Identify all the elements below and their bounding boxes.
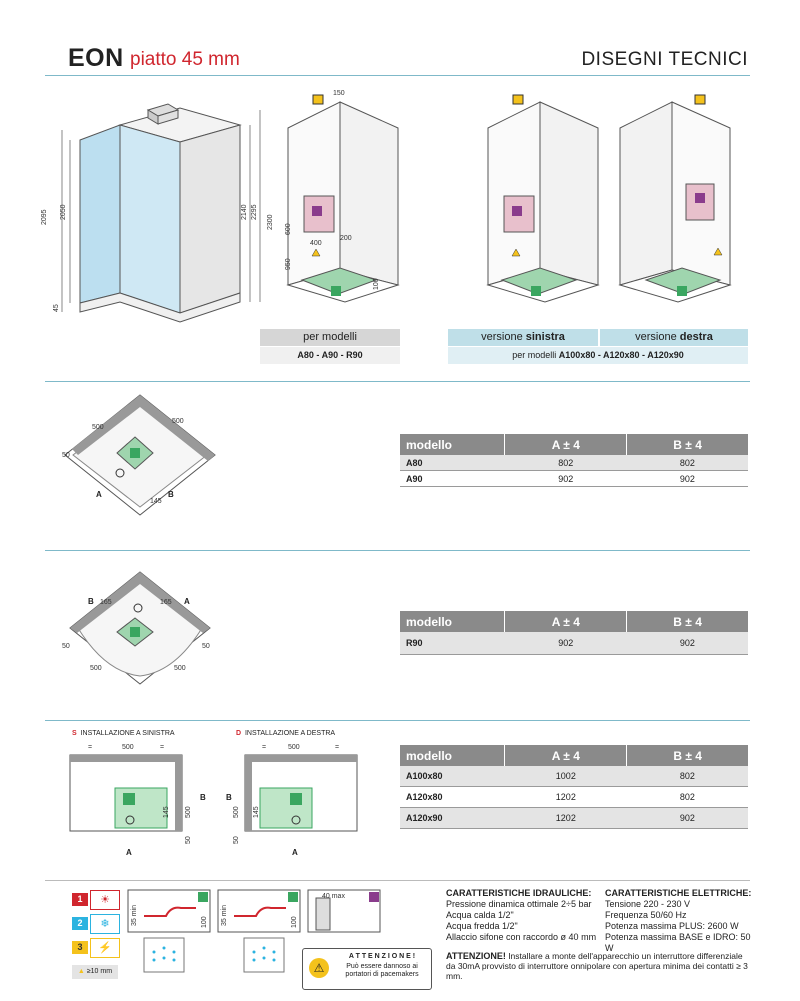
leg-dim-35: 35 min [131, 904, 138, 926]
dim-2050: 2050 [60, 204, 67, 220]
t3-r1-model: A100x80 [400, 766, 505, 787]
warning-icon: ▲ [77, 968, 85, 975]
caption-versions-models [448, 347, 748, 364]
sq-dim-50: 50 [62, 452, 70, 459]
pl-l-145: 145 [163, 806, 170, 818]
t2-head-a: A ± 4 [505, 611, 627, 632]
warning-text: Può essere dannoso ai portatori di pacemakers [345, 963, 419, 978]
sq-label-a: A [96, 490, 102, 499]
pl-l-eq2: = [160, 744, 165, 751]
dim-150: 150 [333, 90, 345, 97]
plug-icon: ⚡ [90, 938, 120, 958]
t1-r1-b: 802 [627, 455, 748, 471]
room-drawing-3 [620, 95, 730, 302]
t3-head-a: A ± 4 [505, 745, 627, 766]
t3-r1-b: 802 [627, 766, 748, 787]
pl-r-500v: 500 [233, 806, 240, 818]
hydraulic-line-4: Allaccio sifone con raccordo ø 40 mm [446, 932, 597, 942]
hydraulic-specs [446, 888, 606, 943]
hydraulic-title: CARATTERISTICHE IDRAULICHE: [446, 888, 592, 898]
dim-600: 600 [285, 223, 292, 235]
brand-title: EON [68, 44, 124, 72]
hydraulic-line-1: Pressione dinamica ottimale 2÷5 bar [446, 899, 592, 909]
dim-200: 200 [340, 235, 352, 242]
leg-dim-35-b: 35 min [221, 904, 228, 926]
caption-right-version [600, 329, 748, 346]
t1-head-b: B ± 4 [627, 434, 748, 455]
dim-2300: 2300 [267, 214, 274, 230]
room-drawing-2 [488, 95, 598, 302]
section-title: DISEGNI TECNICI [581, 49, 748, 70]
t2-head-model: modello [400, 611, 505, 632]
rd-dim-500-left: 500 [90, 665, 102, 672]
t3-head-model: modello [400, 745, 505, 766]
table-square-models [400, 434, 748, 487]
page-subtitle: piatto 45 mm [130, 49, 240, 70]
snowflake-icon: ❄ [90, 914, 120, 934]
legend-num-2: 2 [72, 917, 88, 930]
square-plan-drawing [50, 385, 250, 535]
t2-r1-a: 902 [505, 632, 627, 655]
dim-100: 100 [373, 278, 380, 290]
section-rule-2 [45, 550, 750, 551]
dim-2295: 2295 [251, 204, 258, 220]
t2-r1-b: 902 [627, 632, 748, 655]
dim-400: 400 [310, 240, 322, 247]
rd-label-b: B [88, 597, 94, 606]
slope-note [72, 965, 118, 979]
sq-dim-500-right: 500 [172, 418, 184, 425]
cabin-drawings [40, 80, 760, 330]
pacemaker-warning-icon: ⚠ [309, 958, 329, 978]
pl-l-b: B [200, 793, 206, 802]
t3-r3-model: A120x90 [400, 808, 505, 829]
section-rule-1 [45, 381, 750, 382]
leg-dim-100-a: 100 [201, 916, 208, 928]
sq-dim-500-left: 500 [92, 424, 104, 431]
round-plan-drawing [50, 560, 250, 700]
hydraulic-line-3: Acqua fredda 1/2" [446, 921, 518, 931]
header-rule [45, 75, 750, 76]
rd-label-a: A [184, 597, 190, 606]
caption-versions-prefix: per modelli [512, 350, 559, 360]
install-right-label [236, 730, 335, 737]
dim-45: 45 [53, 304, 60, 312]
table-row [400, 808, 748, 829]
room-drawing-1 [288, 95, 398, 302]
t2-head-b: B ± 4 [627, 611, 748, 632]
t3-r2-a: 1202 [505, 787, 627, 808]
legend-num-1: 1 [72, 893, 88, 906]
pl-l-eq1: = [88, 744, 93, 751]
table-row [400, 471, 748, 487]
caption-right-bold: destra [679, 331, 713, 343]
caption-left-prefix: versione [481, 331, 526, 343]
section-rule-4 [45, 880, 750, 881]
legend-num-3: 3 [72, 941, 88, 954]
t3-head-b: B ± 4 [627, 745, 748, 766]
rd-dim-500-right: 500 [174, 665, 186, 672]
rd-dim-50-left: 50 [62, 643, 70, 650]
pl-r-145: 145 [253, 806, 260, 818]
pl-r-b: B [226, 793, 232, 802]
install-left-text: INSTALLAZIONE A SINISTRA [80, 730, 175, 737]
leg-dim-40: 40 max [322, 893, 345, 900]
t3-r1-a: 1002 [505, 766, 627, 787]
t3-r3-b: 902 [627, 808, 748, 829]
electric-specs [605, 888, 755, 954]
table-row [400, 455, 748, 471]
t1-head-model: modello [400, 434, 505, 455]
t1-r1-model: A80 [400, 455, 505, 471]
t1-r2-b: 902 [627, 471, 748, 487]
leg-dim-100-b: 100 [291, 916, 298, 928]
table-round-models [400, 611, 748, 655]
electric-line-2: Frequenza 50/60 Hz [605, 910, 687, 920]
t3-r2-b: 802 [627, 787, 748, 808]
electric-line-4: Potenza massima BASE e IDRO: 50 W [605, 932, 751, 953]
rect-plan-drawings [60, 740, 380, 870]
pl-r-50: 50 [233, 836, 240, 844]
rd-dim-165-left: 165 [100, 599, 112, 606]
caption-versions-list: A100x80 - A120x80 - A120x90 [558, 350, 684, 360]
pl-r-eq1: = [262, 744, 267, 751]
sq-label-b: B [168, 490, 174, 499]
caption-models-title: per modelli [260, 329, 400, 346]
table-row [400, 787, 748, 808]
t1-head-a: A ± 4 [505, 434, 627, 455]
t3-r2-model: A120x80 [400, 787, 505, 808]
pl-l-500v: 500 [185, 806, 192, 818]
t1-r2-model: A90 [400, 471, 505, 487]
sq-dim-145: 145 [150, 498, 162, 505]
table-row [400, 766, 748, 787]
pl-l-a: A [126, 848, 132, 857]
install-left-letter: S [72, 730, 77, 737]
dim-2140: 2140 [241, 204, 248, 220]
table-rect-models [400, 745, 748, 829]
pacemaker-warning [302, 948, 432, 990]
section-rule-3 [45, 720, 750, 721]
table-row [400, 632, 748, 655]
pl-l-500: 500 [122, 744, 134, 751]
pl-r-a: A [292, 848, 298, 857]
cabin-3d-drawing [62, 104, 260, 322]
caption-right-prefix: versione [635, 331, 680, 343]
pl-l-50: 50 [185, 836, 192, 844]
caption-left-bold: sinistra [525, 331, 565, 343]
pl-r-eq2: = [335, 744, 340, 751]
caption-models-list: A80 - A90 - R90 [260, 347, 400, 364]
electric-line-3: Potenza massima PLUS: 2600 W [605, 921, 739, 931]
t2-r1-model: R90 [400, 632, 505, 655]
t1-r2-a: 902 [505, 471, 627, 487]
attention-note [446, 951, 752, 981]
warning-title: A T T E N Z I O N E ! [348, 953, 416, 960]
attention-title: ATTENZIONE! [446, 951, 506, 961]
t3-r3-a: 1202 [505, 808, 627, 829]
install-right-letter: D [236, 730, 242, 737]
dim-2095: 2095 [41, 209, 48, 225]
attention-text: Installare a monte dell'apparecchio un interruttore differenziale da 30mA provvisto di interruttore onnipolare con apertura minima dei contatti ≥ 3 mm. [446, 951, 748, 981]
caption-left-version [448, 329, 598, 346]
electric-line-1: Tensione 220 - 230 V [605, 899, 691, 909]
install-left-label [72, 730, 175, 737]
sun-icon: ☀ [90, 890, 120, 910]
slope-text: ≥10 mm [86, 968, 113, 975]
pl-r-500: 500 [288, 744, 300, 751]
t1-r1-a: 802 [505, 455, 627, 471]
rd-dim-165-right: 165 [160, 599, 172, 606]
dim-950: 950 [285, 258, 292, 270]
electric-title: CARATTERISTICHE ELETTRICHE: [605, 888, 752, 898]
rd-dim-50-right: 50 [202, 643, 210, 650]
install-right-text: INSTALLAZIONE A DESTRA [244, 730, 336, 737]
hydraulic-line-2: Acqua calda 1/2" [446, 910, 514, 920]
